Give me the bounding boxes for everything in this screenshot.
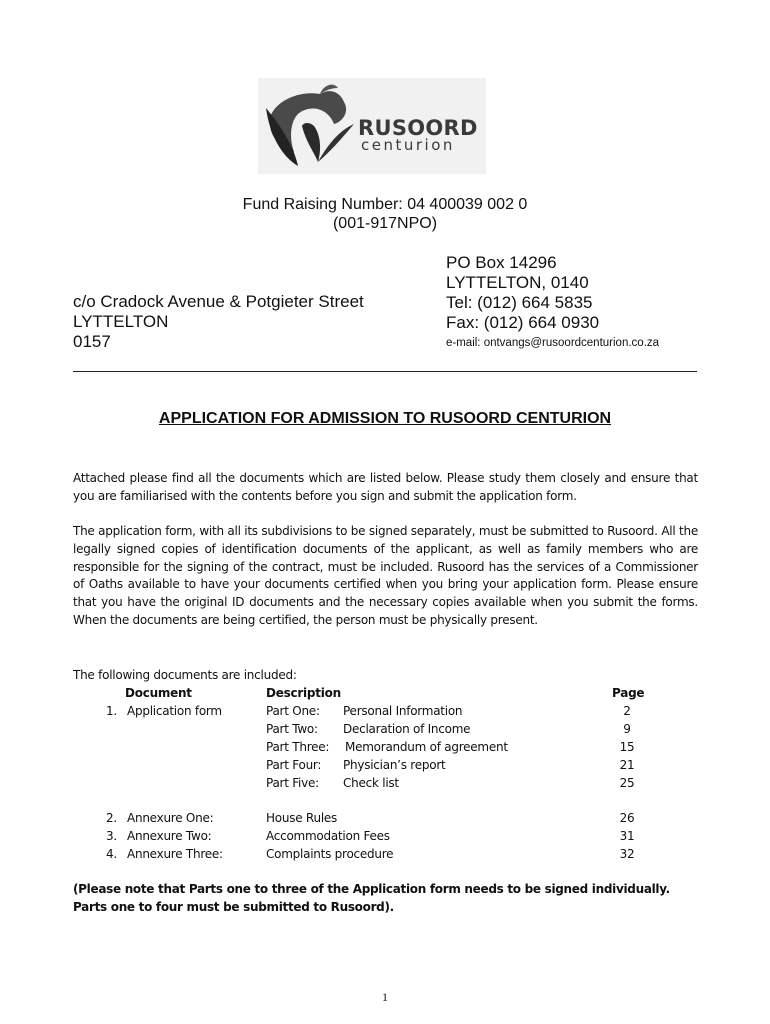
document-description: Accommodation Fees bbox=[266, 829, 390, 843]
part-description: Personal Information bbox=[343, 704, 463, 718]
page-footer-number: 1 bbox=[382, 990, 388, 1004]
fax: Fax: (012) 664 0930 bbox=[446, 313, 600, 332]
page-title: APPLICATION FOR ADMISSION TO RUSOORD CENTURION bbox=[158, 410, 612, 427]
postal-address bbox=[446, 253, 659, 353]
telephone: Tel: (012) 664 5835 bbox=[446, 293, 593, 312]
page-number: 9 bbox=[623, 722, 631, 736]
part-description: Check list bbox=[343, 776, 399, 790]
document-name: Application form bbox=[127, 704, 222, 718]
page-number: 26 bbox=[619, 811, 635, 825]
document-name: Annexure Three: bbox=[127, 847, 223, 861]
part-description: Memorandum of agreement bbox=[345, 740, 508, 754]
item-number: 2. bbox=[106, 811, 117, 825]
part-label: Part Two: bbox=[266, 722, 318, 736]
npo-number: (001-917NPO) bbox=[332, 215, 438, 232]
item-number: 3. bbox=[106, 829, 117, 843]
page-number: 32 bbox=[619, 847, 635, 861]
document-description: House Rules bbox=[266, 811, 338, 825]
document-description: Complaints procedure bbox=[266, 847, 394, 861]
street-line: c/o Cradock Avenue & Potgieter Street bbox=[73, 292, 364, 311]
street-code: 0157 bbox=[73, 332, 111, 351]
part-label: Part Three: bbox=[266, 740, 330, 754]
instructions-paragraph: The application form, with all its subdivisions to be signed separately, must be submitted to Rusoord. All the legally signed copies of identification documents of the applicant, as well as family members who are responsible for the signing of the contract, must be included. Rusoord has the services of a Commissioner of Oaths available to have your documents certified when you bring your application form. Please ensure that you have the original ID documents and the necessary copies available when you submit the forms. When the documents are being certified, the person must be physically present. bbox=[73, 524, 698, 627]
header-divider bbox=[73, 371, 697, 372]
page-number: 31 bbox=[619, 829, 635, 843]
part-description: Declaration of Income bbox=[343, 722, 471, 736]
signing-note bbox=[73, 880, 703, 916]
part-description: Physician’s report bbox=[343, 758, 446, 772]
fund-raising-number: Fund Raising Number: 04 400039 002 0 bbox=[242, 196, 528, 213]
documents-intro: The following documents are included: bbox=[73, 668, 297, 682]
postal-town: LYTTELTON, 0140 bbox=[446, 273, 589, 292]
logo-subtitle: centurion bbox=[361, 136, 455, 154]
document-name: Annexure One: bbox=[127, 811, 214, 825]
note-line: Parts one to four must be submitted to Rusoord). bbox=[73, 900, 394, 914]
part-label: Part One: bbox=[266, 704, 320, 718]
intro-paragraph: Attached please find all the documents which are listed below. Please study them closely and ensure that you are familiarised with the contents before you sign and submit the application form. bbox=[73, 471, 698, 503]
note-line: (Please note that Parts one to three of the Application form needs to be signed individually. bbox=[73, 882, 670, 896]
col-header-page: Page bbox=[612, 686, 645, 700]
rusoord-logo bbox=[258, 78, 486, 174]
col-header-document: Document bbox=[125, 686, 192, 700]
street-town: LYTTELTON bbox=[73, 312, 169, 331]
item-number: 1. bbox=[106, 704, 117, 718]
document-name: Annexure Two: bbox=[127, 829, 212, 843]
col-header-description: Description bbox=[266, 686, 341, 700]
part-label: Part Five: bbox=[266, 776, 319, 790]
page-number: 2 bbox=[623, 704, 631, 718]
page-number: 25 bbox=[619, 776, 635, 790]
page-number: 15 bbox=[619, 740, 635, 754]
email: e-mail: ontvangs@rusoordcenturion.co.za bbox=[446, 337, 660, 349]
item-number: 4. bbox=[106, 847, 117, 861]
page-number: 21 bbox=[619, 758, 635, 772]
logo-name: RUSOORD bbox=[358, 116, 478, 140]
part-label: Part Four: bbox=[266, 758, 322, 772]
street-address bbox=[73, 292, 364, 352]
po-box: PO Box 14296 bbox=[446, 253, 557, 272]
